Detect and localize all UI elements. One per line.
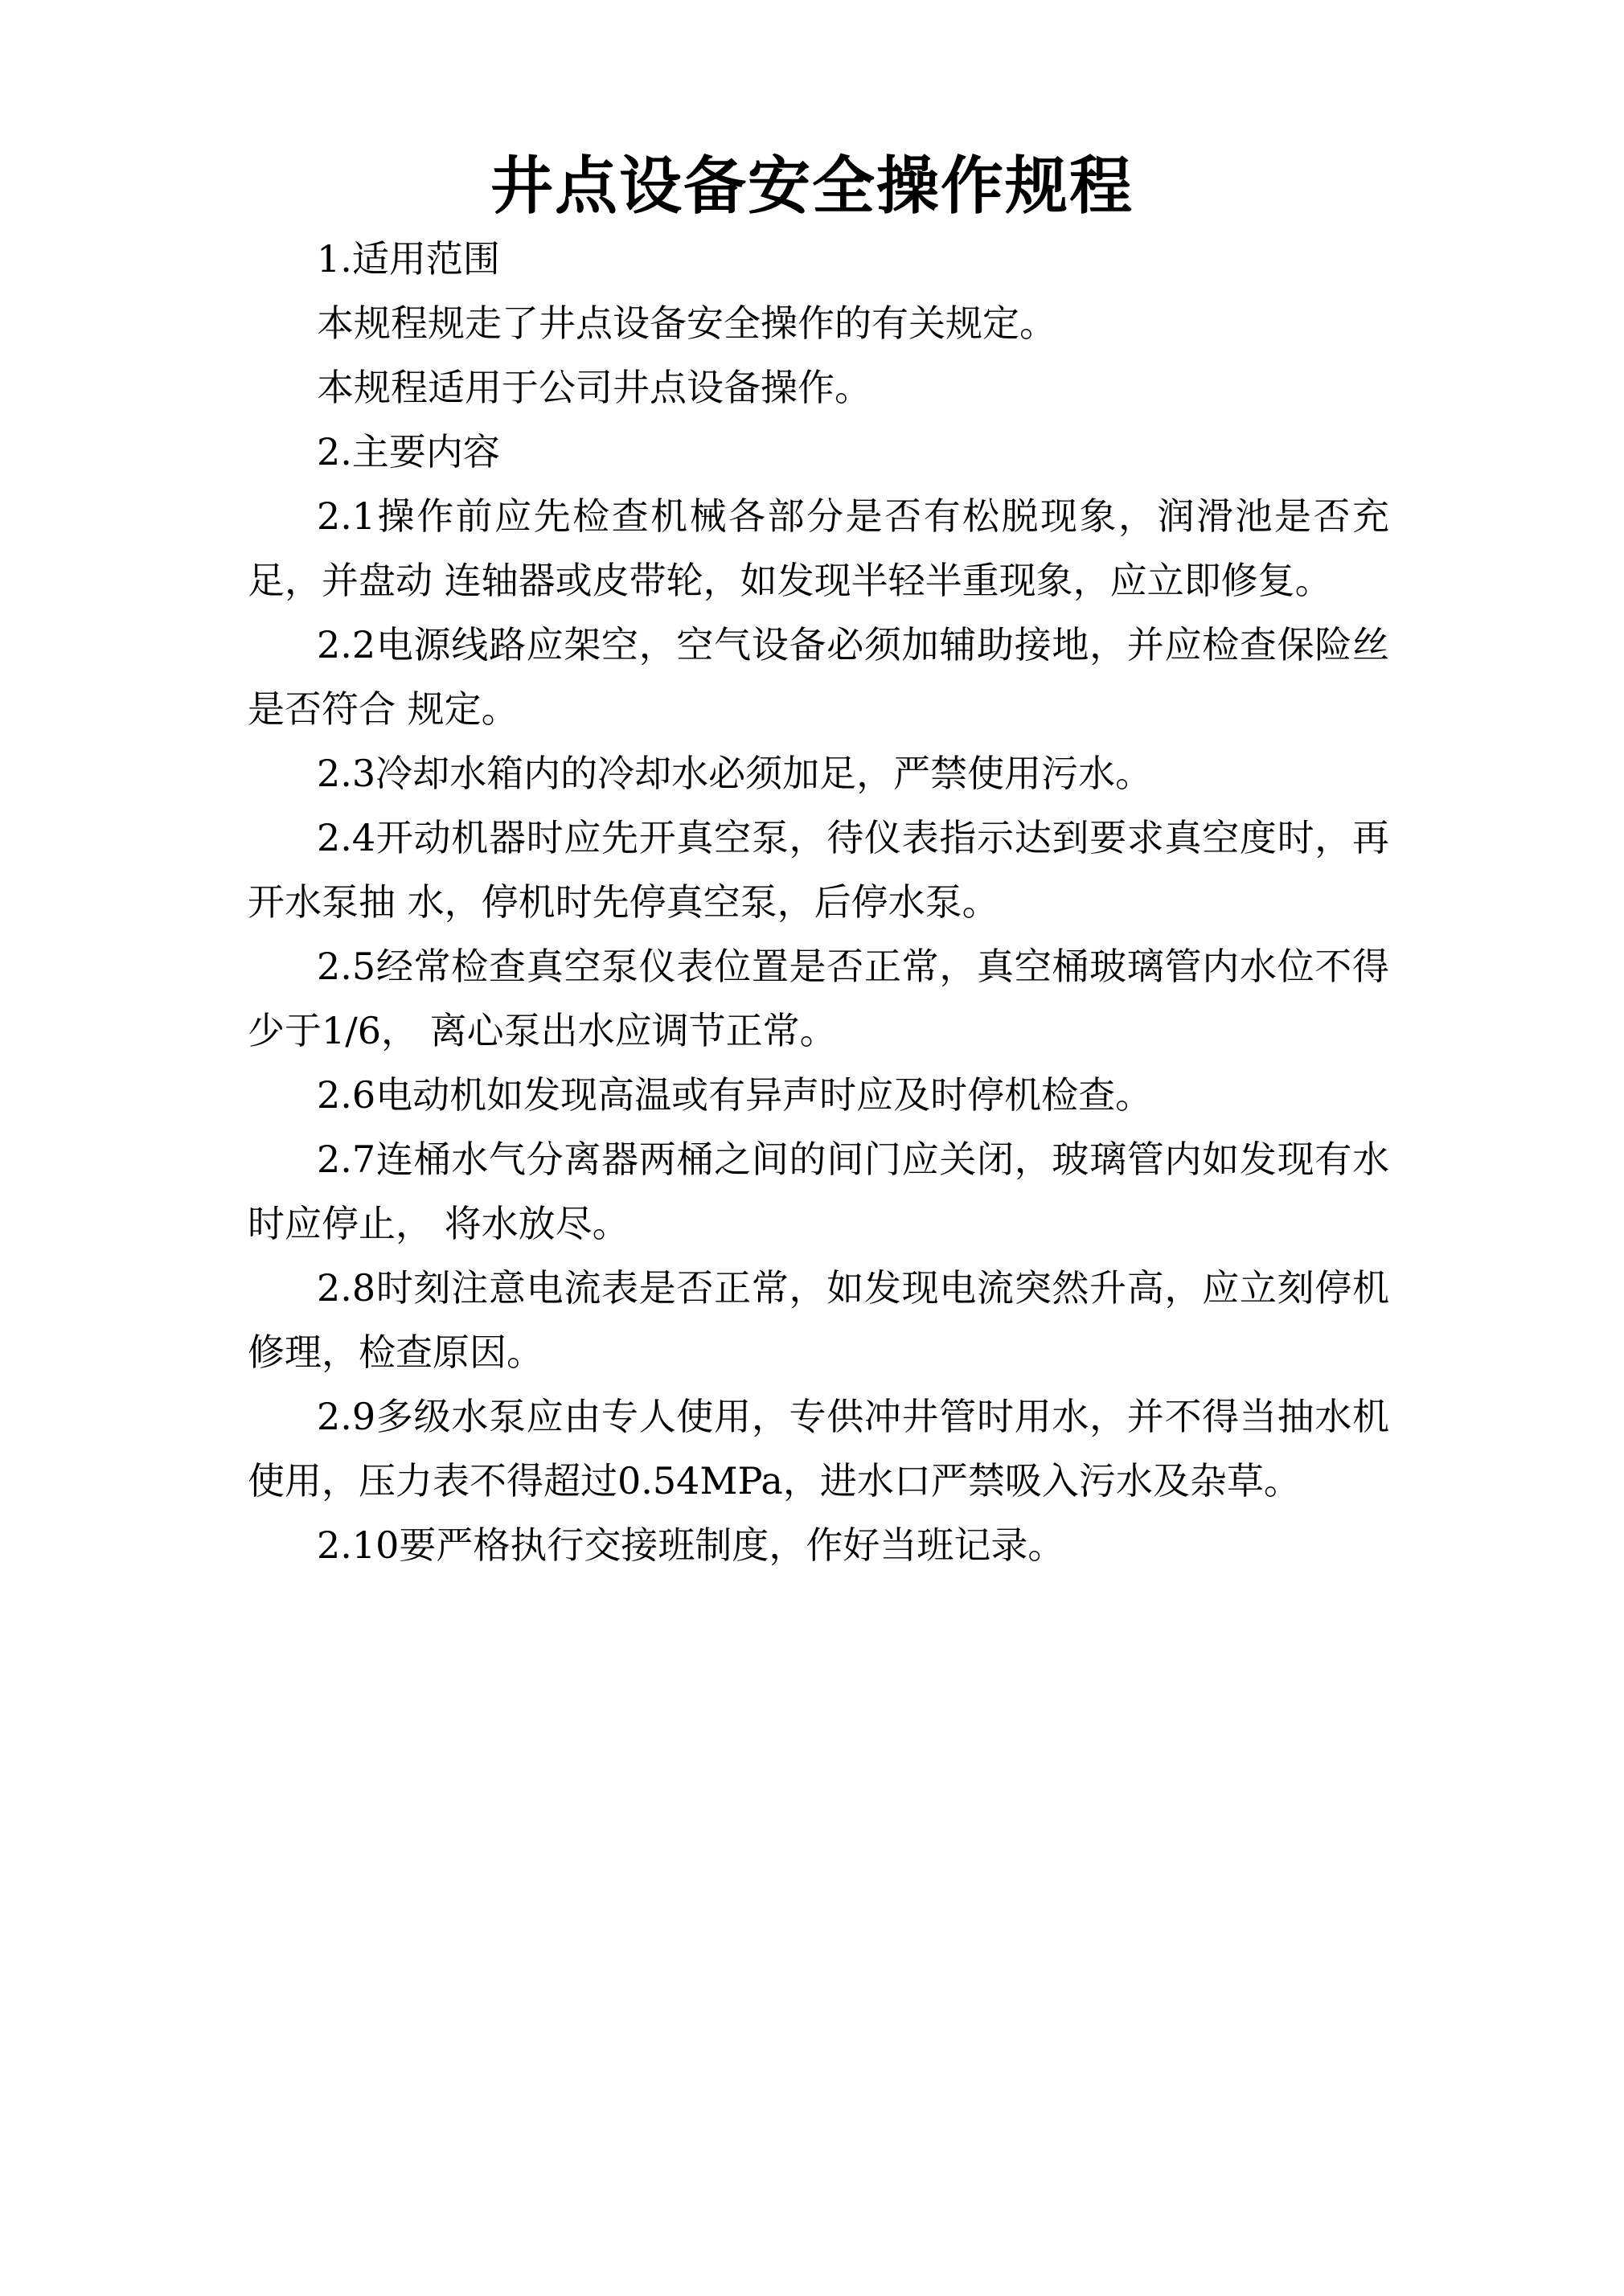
paragraph: 2.5经常检查真空泵仪表位置是否正常，真空桶玻璃管内水位不得少于1/6， 离心泵出水应调节正常。 <box>248 945 1389 1052</box>
paragraph: 1.适用范围 <box>317 237 500 281</box>
paragraph: 2.8时刻注意电流表是否正常，如发现电流突然升高，应立刻停机修理，检查原因。 <box>248 1266 1389 1374</box>
paragraph: 2.4开动机器时应先开真空泵，待仪表指示达到要求真空度时，再开水泵抽 水，停机时先停真空泵，后停水泵。 <box>248 816 1389 924</box>
paragraph: 2.6电动机如发现高温或有异声时应及时停机检查。 <box>317 1073 1153 1117</box>
paragraph: 2.2电源线路应架空，空气设备必须加辅助接地，并应检查保险丝是否符合 规定。 <box>248 623 1389 731</box>
paragraph: 本规程适用于公司井点设备操作。 <box>317 366 871 409</box>
paragraph: 2.9多级水泵应由专人使用，专供冲井管时用水，并不得当抽水机使用，压力表不得超过0.54MPa，进水口严禁吸入污水及杂草。 <box>248 1395 1389 1503</box>
document-title: 井点设备安全操作规程 <box>490 150 1134 223</box>
paragraph: 2.主要内容 <box>317 430 500 474</box>
document-body <box>248 227 1389 1577</box>
paragraph: 2.10要严格执行交接班制度，作好当班记录。 <box>317 1523 1065 1567</box>
paragraph: 本规程规走了井点设备安全操作的有关规定。 <box>317 301 1056 345</box>
paragraph: 2.7连桶水气分离器两桶之间的间门应关闭，玻璃管内如发现有水时应停止， 将水放尽。 <box>248 1138 1389 1245</box>
paragraph: 2.1操作前应先检查机械各部分是否有松脱现象，润滑池是否充足，并盘动 连轴器或皮带轮，如发现半轻半重现象，应立即修复。 <box>248 494 1389 602</box>
paragraph: 2.3冷却水箱内的冷却水必须加足，严禁使用污水。 <box>317 752 1153 795</box>
